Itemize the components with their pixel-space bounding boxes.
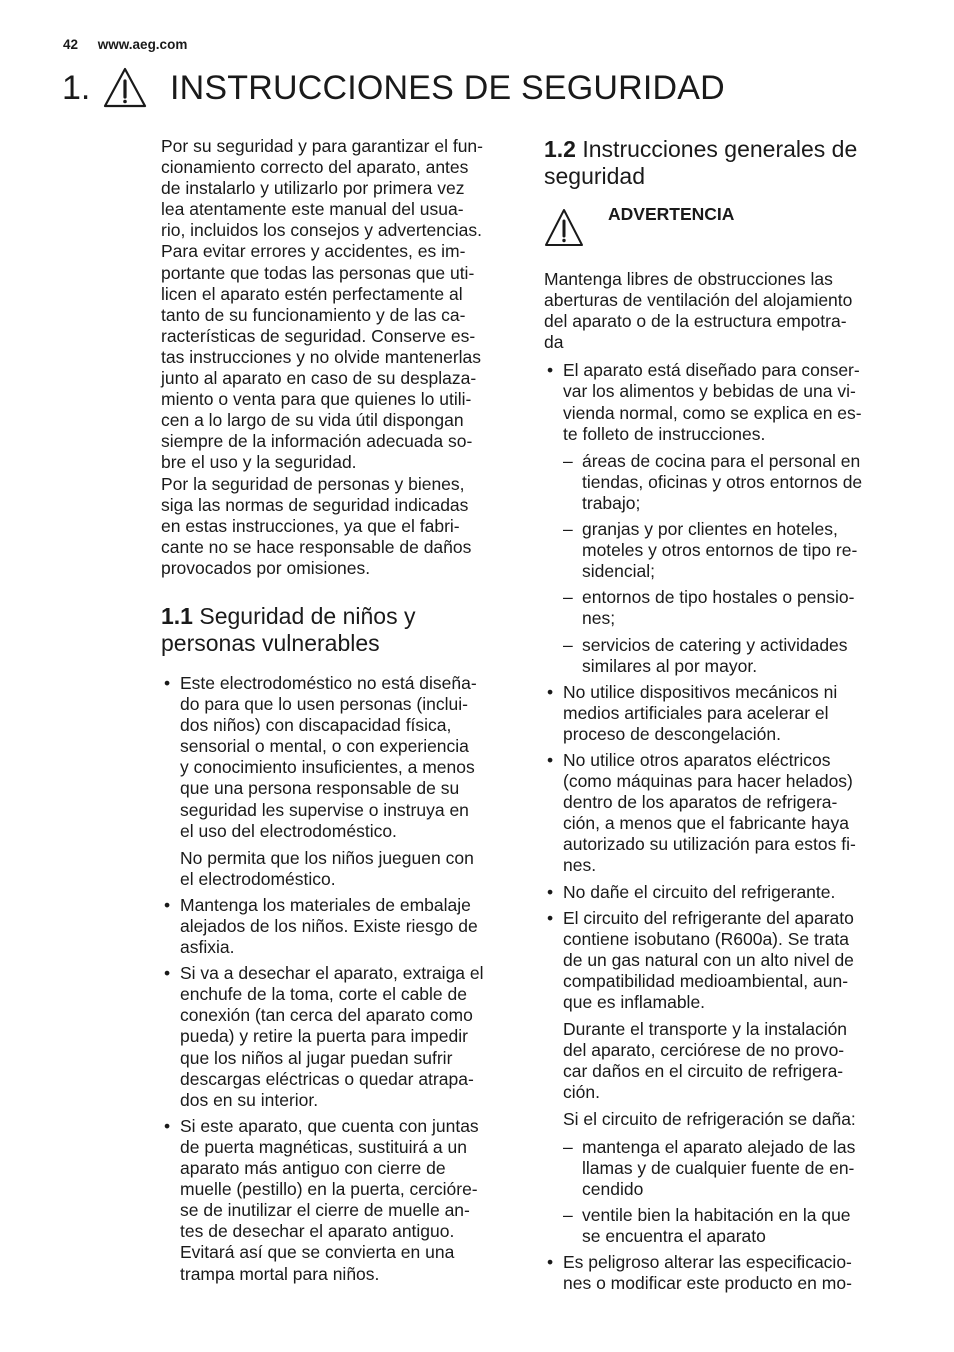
dash-icon: – xyxy=(563,1136,573,1157)
text-line: tas instrucciones y no olvide mantenerlas xyxy=(161,346,482,367)
text-line: bre el uso y la seguridad. xyxy=(161,452,357,473)
text-line: vienda normal, como se explica en es- xyxy=(563,402,862,423)
text-line: y conocimiento insuficientes, a menos xyxy=(180,757,475,778)
text-line: muelle (pestillo) en la puerta, cercióre- xyxy=(180,1179,478,1200)
text-line: Este electrodoméstico no está diseña- xyxy=(180,672,477,693)
text-line: tes de desechar el aparato antiguo. xyxy=(180,1221,455,1242)
text-line: junto al aparato en caso de su desplaza- xyxy=(161,368,477,389)
dash-icon: – xyxy=(563,634,573,655)
section-1-1-heading xyxy=(161,603,511,657)
text-line: miento o venta para que quienes lo utili- xyxy=(161,389,472,410)
section-title-line: Instrucciones generales de xyxy=(582,136,858,162)
text-line: racterísticas de seguridad. Conserve es- xyxy=(161,325,476,346)
bullet-icon: • xyxy=(164,963,171,984)
text-line: dos en su interior. xyxy=(180,1089,319,1110)
text-line: (como máquinas para hacer helados) xyxy=(563,771,853,792)
text-line: alejados de los niños. Existe riesgo de xyxy=(180,916,478,936)
text-line: No utilice dispositivos mecánicos ni xyxy=(563,681,838,702)
bullet-icon: • xyxy=(164,1115,171,1136)
dash-icon: – xyxy=(563,587,573,608)
list-item xyxy=(161,1116,511,1285)
text-line: que es inflamable. xyxy=(563,992,706,1012)
paragraph xyxy=(180,1116,511,1285)
section-title-line: Seguridad de niños y xyxy=(199,602,416,629)
dash-list-item xyxy=(563,1205,894,1247)
chapter-number: 1. xyxy=(62,68,91,107)
right-column xyxy=(544,136,894,1299)
text-line: do para que lo usen personas (inclui- xyxy=(180,694,468,715)
dash-list xyxy=(563,451,894,677)
dash-icon: – xyxy=(563,450,573,471)
text-line: tiendas, oficinas y otros entornos de xyxy=(582,471,863,492)
text-line: siempre de la información adecuada so- xyxy=(161,431,473,452)
text-line: que una persona responsable de su xyxy=(180,778,460,799)
paragraph xyxy=(563,360,894,444)
text-line: ventile bien la habitación en la que xyxy=(582,1204,851,1225)
text-line: enchufe de la toma, corte el cable de xyxy=(180,984,467,1005)
dash-item-text xyxy=(582,1205,851,1246)
dash-icon: – xyxy=(563,1204,573,1225)
paragraph xyxy=(563,908,894,1013)
bullet-icon: • xyxy=(547,681,554,702)
warning-box xyxy=(544,204,894,248)
text-line: mantenga el aparato alejado de las xyxy=(582,1136,856,1157)
text-line: seguridad les supervise o instruya en xyxy=(180,799,469,820)
text-line: nes; xyxy=(582,608,616,629)
list-item xyxy=(544,1252,894,1294)
paragraph xyxy=(180,673,511,842)
dash-list-item xyxy=(563,635,894,677)
text-line: siga las normas de seguridad indicadas xyxy=(161,494,469,515)
text-line: conexión (tan cerca del aparato como xyxy=(180,1005,473,1026)
text-line: portante que todas las personas que uti- xyxy=(161,262,475,283)
text-line: No dañe el circuito del refrigerante. xyxy=(563,881,836,902)
bullet-icon: • xyxy=(547,881,554,902)
text-line: compatibilidad medioambiental, aun- xyxy=(563,970,849,991)
dash-list-item xyxy=(563,1137,894,1200)
text-line: aberturas de ventilación del alojamiento xyxy=(544,290,853,311)
text-line: áreas de cocina para el personal en xyxy=(582,450,861,471)
section-1-2-heading xyxy=(544,136,894,190)
text-line: Por la seguridad de personas y bienes, xyxy=(161,473,465,494)
section-number: 1.2 xyxy=(544,136,576,162)
text-line: dentro de los aparatos de refrigera- xyxy=(563,792,838,813)
bullet-icon: • xyxy=(547,907,554,928)
text-line: el electrodoméstico. xyxy=(180,868,336,889)
text-line: Es peligroso alterar las especificacio- xyxy=(563,1252,852,1273)
text-line: servicios de catering y actividades xyxy=(582,634,848,655)
bullet-icon: • xyxy=(547,749,554,770)
dash-item-text xyxy=(582,635,848,676)
text-line: cionamiento correcto del aparato, antes xyxy=(161,157,469,178)
section-title-line: seguridad xyxy=(544,163,646,189)
website-link[interactable]: www.aeg.com xyxy=(97,37,188,52)
text-line: lea atentamente este manual del usua- xyxy=(161,199,464,220)
list-item xyxy=(161,895,511,958)
text-line: aparato más antiguo con cierre de xyxy=(180,1158,446,1179)
paragraph xyxy=(180,895,511,958)
paragraph xyxy=(563,750,894,877)
text-line: Si este aparato, que cuenta con juntas xyxy=(180,1115,479,1136)
text-line: Mantenga los materiales de embalaje xyxy=(180,894,471,915)
text-line: contiene isobutano (R600a). Se trata xyxy=(563,928,850,949)
text-line: Evitará así que se convierta en una xyxy=(180,1242,455,1263)
text-line: Mantenga libres de obstrucciones las xyxy=(544,269,833,289)
text-line: se encuentra el aparato xyxy=(582,1225,766,1246)
text-line: en estas instrucciones, ya que el fabri- xyxy=(161,515,460,536)
text-line: car daños en el circuito de refrigera- xyxy=(563,1061,844,1082)
text-line: cendido xyxy=(582,1178,644,1199)
text-line: sensorial o mental, o con experiencia xyxy=(180,736,469,757)
dash-item-text xyxy=(582,519,857,581)
text-line: Para evitar errores y accidentes, es im- xyxy=(161,241,466,262)
text-line: rio, incluidos los consejos y advertencias. xyxy=(161,220,482,241)
text-line: se de inutilizar el cierre de muelle an- xyxy=(180,1200,470,1221)
text-line: el uso del electrodoméstico. xyxy=(180,820,397,841)
text-line: granjas y por clientes en hoteles, xyxy=(582,519,838,540)
dash-item-text xyxy=(582,1137,855,1199)
text-line: ción. xyxy=(563,1082,600,1103)
text-line: da xyxy=(544,332,564,353)
paragraph xyxy=(563,682,894,745)
paragraph xyxy=(563,1109,894,1130)
bullet-icon: • xyxy=(547,360,554,381)
text-line: Por su seguridad y para garantizar el fun- xyxy=(161,136,483,156)
warning-label: ADVERTENCIA xyxy=(608,204,735,224)
text-line: pueda) y retire la puerta para impedir xyxy=(180,1026,468,1047)
dash-list xyxy=(563,1137,894,1247)
list-item xyxy=(544,682,894,745)
text-line: Durante el transporte y la instalación xyxy=(563,1019,848,1040)
chapter-title xyxy=(62,62,725,114)
text-line: Si el circuito de refrigeración se daña: xyxy=(563,1109,856,1130)
bullet-icon: • xyxy=(164,672,171,693)
list-item xyxy=(161,673,511,890)
intro-paragraph-2 xyxy=(161,474,511,579)
warning-text xyxy=(544,269,894,353)
text-line: cante no se hace responsable de daños xyxy=(161,536,472,557)
left-column xyxy=(161,136,511,1290)
dash-list-item xyxy=(563,451,894,514)
page-number: 42 xyxy=(63,37,79,52)
text-line: ción, a menos que el fabricante haya xyxy=(563,813,850,834)
text-line: trampa mortal para niños. xyxy=(180,1263,380,1284)
text-line: El circuito del refrigerante del aparato xyxy=(563,907,854,928)
text-line: nes. xyxy=(563,855,597,876)
dash-item-text xyxy=(582,451,862,513)
text-line: similares al por mayor. xyxy=(582,655,758,676)
text-line: de instalarlo y utilizarlo por primera vez xyxy=(161,178,465,199)
intro-paragraph xyxy=(161,136,511,474)
children-safety-list xyxy=(161,673,511,1285)
dash-list-item xyxy=(563,519,894,582)
text-line: del aparato, cerciórese de no provo- xyxy=(563,1040,845,1061)
warning-triangle-icon xyxy=(544,208,584,248)
list-item xyxy=(544,908,894,1247)
text-line: de puerta magnéticas, sustituirá a un xyxy=(180,1136,467,1157)
general-safety-list xyxy=(544,360,894,1294)
dash-icon: – xyxy=(563,519,573,540)
text-line: autorizado su utilización para estos fi- xyxy=(563,834,856,855)
list-item xyxy=(544,360,894,676)
text-line: provocados por omisiones. xyxy=(161,557,371,578)
bullet-icon: • xyxy=(547,1252,554,1273)
section-title-line: personas vulnerables xyxy=(161,629,380,656)
dash-item-text xyxy=(582,587,854,628)
text-line: Si va a desechar el aparato, extraiga el xyxy=(180,963,484,984)
section-number: 1.1 xyxy=(161,602,193,629)
list-item xyxy=(544,882,894,903)
text-line: llamas y de cualquier fuente de en- xyxy=(582,1157,855,1178)
text-line: de un gas natural con un alto nivel de xyxy=(563,949,854,970)
text-line: te folleto de instrucciones. xyxy=(563,423,766,444)
text-line: medios artificiales para acelerar el xyxy=(563,702,829,723)
text-line: No permita que los niños jueguen con xyxy=(180,847,474,868)
warning-triangle-icon xyxy=(102,66,148,110)
text-line: nes o modificar este producto en mo- xyxy=(563,1273,852,1294)
text-line: entornos de tipo hostales o pensio- xyxy=(582,587,855,608)
text-line: moteles y otros entornos de tipo re- xyxy=(582,540,858,561)
bullet-icon: • xyxy=(164,894,171,915)
text-line: licen el aparato estén perfectamente al xyxy=(161,283,463,304)
list-item xyxy=(544,750,894,877)
text-line: sidencial; xyxy=(582,561,655,582)
paragraph xyxy=(563,1019,894,1103)
text-line: No utilice otros aparatos eléctricos xyxy=(563,749,831,770)
text-line: del aparato o de la estructura empotra- xyxy=(544,311,847,332)
text-line: trabajo; xyxy=(582,492,641,513)
text-line: proceso de descongelación. xyxy=(563,723,781,744)
text-line: El aparato está diseñado para conser- xyxy=(563,360,860,381)
page-header xyxy=(63,37,187,52)
paragraph xyxy=(563,1252,894,1294)
text-line: tanto de su funcionamiento y de las ca- xyxy=(161,304,466,325)
dash-list-item xyxy=(563,587,894,629)
text-line: dos niños) con discapacidad física, xyxy=(180,715,452,736)
text-line: var los alimentos y bebidas de una vi- xyxy=(563,381,856,402)
list-item xyxy=(161,963,511,1111)
text-line: que los niños al jugar puedan sufrir xyxy=(180,1047,453,1068)
paragraph xyxy=(563,882,894,903)
text-line: descargas eléctricas o quedar atrapa- xyxy=(180,1068,474,1089)
text-line: asfixia. xyxy=(180,937,235,958)
text-line: cen a lo largo de su vida útil dispongan xyxy=(161,410,464,431)
paragraph xyxy=(180,848,511,890)
paragraph xyxy=(180,963,511,1111)
chapter-title-text: INSTRUCCIONES DE SEGURIDAD xyxy=(170,68,725,107)
